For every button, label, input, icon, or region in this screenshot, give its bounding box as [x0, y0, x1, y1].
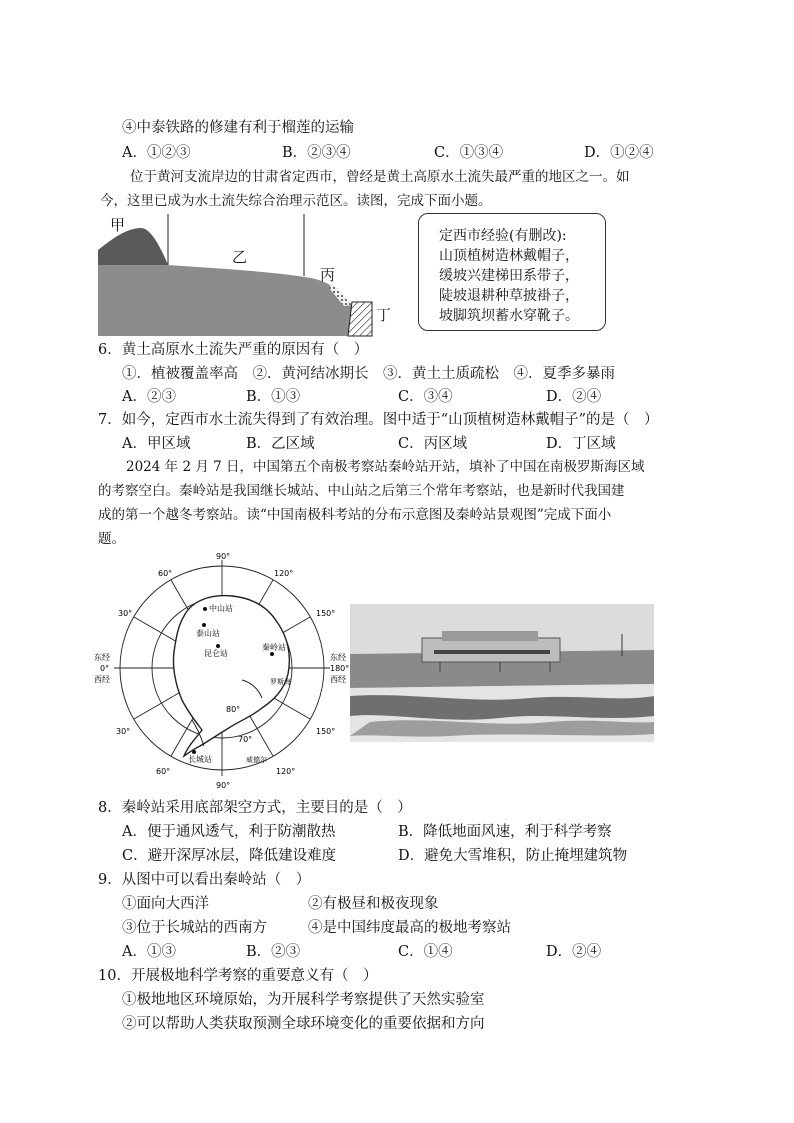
question-6-choices: ①．植被覆盖率高 ②．黄河结冰期长 ③．黄土土质疏松 ④．夏季多暴雨 [122, 366, 615, 382]
lon-label: 120° [276, 767, 296, 776]
q9-item: ③位于长城站的西南方 [122, 920, 267, 936]
lon-label: 60° [156, 767, 171, 776]
dam-structure [348, 302, 372, 336]
west-label: 西经 [94, 675, 110, 684]
lon-label: 60° [158, 569, 173, 578]
box-line: 陡坡退耕种草披褂子， [439, 288, 579, 304]
lon-label: 90° [216, 552, 231, 561]
q9-item: ①面向大西洋 [122, 896, 209, 912]
statement-4: ④中泰铁路的修建有利于榴莲的运输 [122, 120, 354, 136]
lon-label: 120° [274, 569, 294, 578]
q9-option-c[interactable]: C．①④ [398, 944, 453, 960]
west-label: 西经 [330, 675, 346, 684]
terrain-cross-section [96, 210, 392, 338]
option-b[interactable]: B．②③④ [282, 145, 351, 161]
q9-item: ④是中国纬度最高的极地考察站 [308, 920, 511, 936]
station-kunlun: 昆仑站 [204, 649, 228, 658]
q7-option-a[interactable]: A．甲区域 [122, 436, 191, 452]
sea-weddell: 威德尔 [246, 756, 267, 764]
q6-option-c[interactable]: C．③④ [398, 389, 453, 405]
intro-paragraph-line: 成的第一个越冬考察站。读“中国南极科考站的分布示意图及秦岭站景观图”完成下面小 [98, 507, 612, 523]
q9-item: ②有极昼和极夜现象 [308, 896, 439, 912]
question-10-stem: 10．开展极地科学考察的重要意义有（ ） [98, 968, 378, 984]
q8-option-a[interactable]: A．便于通风透气，利于防潮散热 [122, 824, 336, 840]
question-7-stem: 7．如今，定西市水土流失得到了有效治理。图中适于“山顶植树造林戴帽子”的是（ ） [98, 412, 659, 428]
intro-paragraph-line: 2024 年 2 月 7 日，中国第五个南极考察站秦岭站开站，填补了中国在南极罗斯海区域 [126, 459, 645, 475]
antarctica-landmass [173, 596, 289, 756]
qinling-station-photo [350, 604, 654, 742]
q6-option-b[interactable]: B．①③ [246, 389, 301, 405]
q10-item: ①极地地区环境原始，为开展科学考察提供了天然实验室 [122, 992, 485, 1008]
east-label: 东经 [330, 653, 346, 662]
lon-180-label: 180° [330, 664, 350, 673]
label-bing: 丙 [320, 266, 336, 284]
station-zhongshan: 中山站 [209, 604, 233, 613]
label-jia: 甲 [110, 216, 126, 234]
q10-item: ②可以帮助人类获取预测全球环境变化的重要依据和方向 [122, 1016, 485, 1032]
lon-label: 30° [116, 727, 131, 736]
lat-label: 70° [238, 735, 253, 744]
lon-label: 150° [316, 727, 336, 736]
q6-option-d[interactable]: D．②④ [546, 389, 602, 405]
station-changcheng: 长城站 [188, 755, 212, 764]
sea-ross: 罗斯海 [270, 678, 291, 686]
box-line: 山顶植树造林戴帽子， [439, 248, 579, 264]
q8-option-d[interactable]: D．避免大雪堆积，防止掩埋建筑物 [398, 848, 628, 864]
station-taishan: 泰山站 [196, 629, 220, 638]
question-8-stem: 8．秦岭站采用底部架空方式，主要目的是（ ） [98, 800, 412, 816]
intro-paragraph-line: 位于黄河支流岸边的甘肃省定西市，曾经是黄土高原水土流失最严重的地区之一。如 [130, 169, 630, 185]
lon-label: 150° [316, 609, 336, 618]
intro-paragraph-line: 今，这里已成为水土流失综合治理示范区。读图，完成下面小题。 [100, 193, 492, 209]
lat-label: 80° [226, 705, 241, 714]
intro-paragraph-line: 题。 [98, 531, 125, 547]
zero-label: 0° [100, 664, 110, 673]
option-a[interactable]: A．①②③ [122, 145, 191, 161]
label-ding: 丁 [376, 306, 392, 324]
q7-option-d[interactable]: D．丁区域 [546, 436, 616, 452]
q9-option-d[interactable]: D．②④ [546, 944, 602, 960]
option-d[interactable]: D．①②④ [584, 145, 654, 161]
lon-label: 30° [118, 609, 133, 618]
q7-option-c[interactable]: C．丙区域 [398, 436, 468, 452]
lon-label: 90° [216, 781, 231, 790]
box-line: 坡脚筑坝蓄水穿靴子。 [439, 308, 579, 324]
q6-option-a[interactable]: A．②③ [122, 389, 176, 405]
box-title: 定西市经验(有删改): [439, 228, 567, 244]
east-label: 东经 [94, 653, 110, 662]
box-line: 缓坡兴建梯田系带子， [439, 268, 579, 284]
experience-box [418, 213, 606, 331]
station-qinling: 秦岭站 [262, 643, 286, 652]
q9-option-a[interactable]: A．①③ [122, 944, 176, 960]
q9-option-b[interactable]: B．②③ [246, 944, 301, 960]
q8-option-c[interactable]: C．避开深厚冰层，降低建设难度 [122, 848, 337, 864]
intro-paragraph-line: 的考察空白。秦岭站是我国继长城站、中山站之后第三个常年考察站，也是新时代我国建 [98, 483, 625, 499]
option-c[interactable]: C．①③④ [434, 145, 504, 161]
label-yi: 乙 [232, 248, 248, 266]
question-6-stem: 6．黄土高原水土流失严重的原因有（ ） [98, 342, 369, 358]
middle-layer [98, 265, 352, 336]
upper-layer [98, 228, 168, 265]
q7-option-b[interactable]: B．乙区域 [246, 436, 315, 452]
question-9-stem: 9．从图中可以看出秦岭站（ ） [98, 872, 311, 888]
antarctic-station-map [92, 550, 352, 790]
q8-option-b[interactable]: B．降低地面风速，利于科学考察 [398, 824, 612, 840]
